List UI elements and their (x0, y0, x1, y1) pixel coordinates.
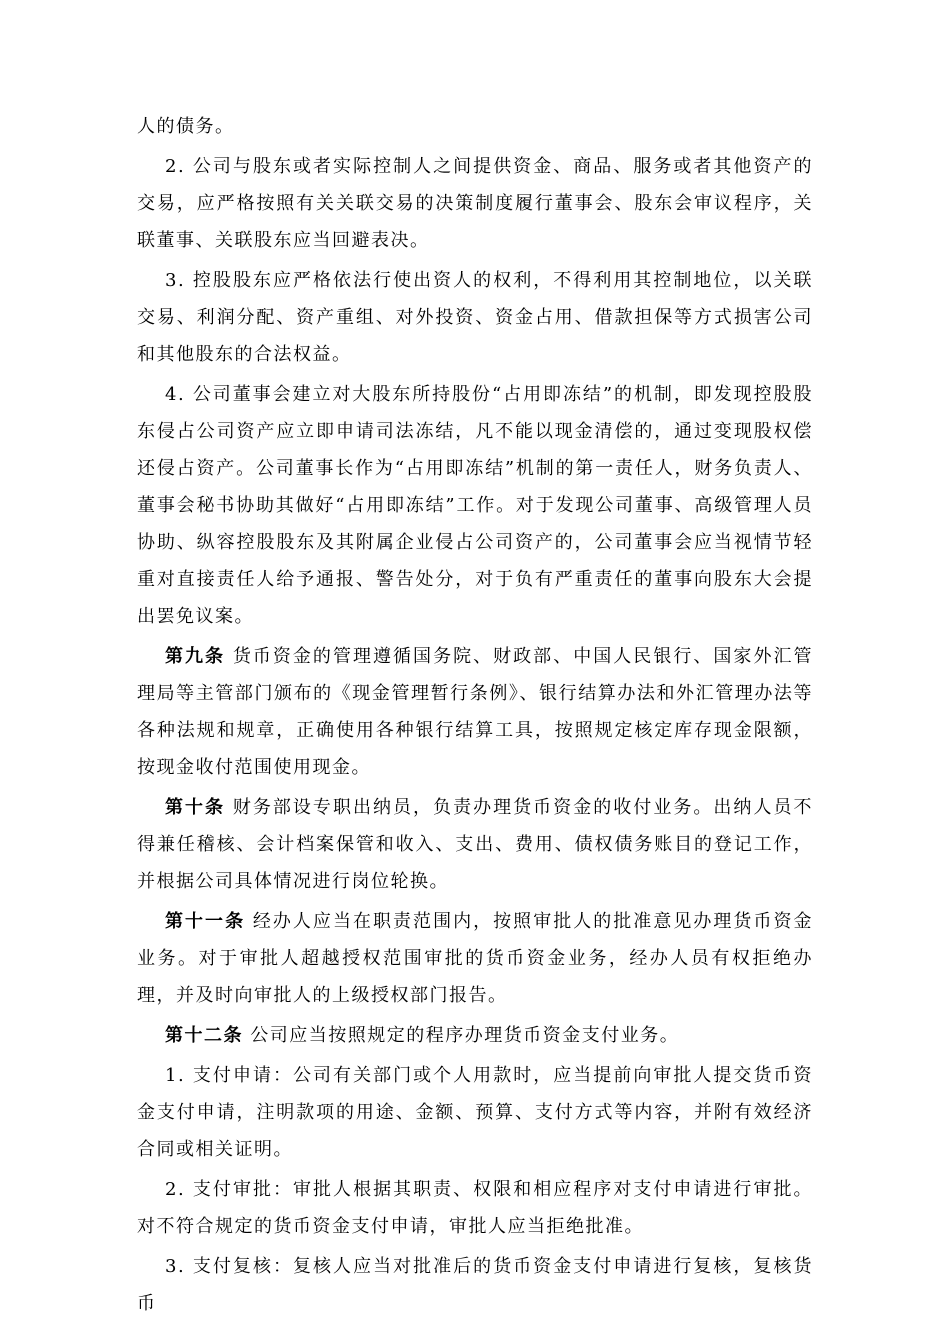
article-heading: 第十二条 (165, 1025, 243, 1046)
article-12 (137, 1017, 813, 1054)
paragraph-text: 4. 公司董事会建立对大股东所持股份“占用即冻结”的机制，即发现控股股东侵占公司资产应立即申请司法冻结，凡不能以现金清偿的，通过变现股权偿还侵占资产。公司董事长作为“占用即冻结”机制的第一责任人，财务负责人、董事会秘书协助其做好“占用即冻结”工作。对于发现公司董事、高级管理人员协助、纵容控股股东及其附属企业侵占公司资产的，公司董事会应当视情节轻重对直接责任人给予通报、警告处分，对于负有严重责任的董事向股东大会提出罢免议案。 (137, 384, 813, 627)
paragraph-item-2 (137, 148, 813, 259)
paragraph-text: 3. 支付复核：复核人应当对批准后的货币资金支付申请进行复核，复核货币 (137, 1256, 813, 1314)
document-body (137, 108, 813, 1322)
paragraph-continuation (137, 108, 813, 145)
article-text: 货币资金的管理遵循国务院、财政部、中国人民银行、国家外汇管理局等主管部门颁布的《现金管理暂行条例》、银行结算办法和外汇管理办法等各种法规和规章，正确使用各种银行结算工具，按照规定核定库存现金限额，按现金收付范围使用现金。 (137, 646, 813, 778)
article-text: 经办人应当在职责范围内，按照审批人的批准意见办理货币资金业务。对于审批人超越授权范围审批的货币资金业务，经办人员有权拒绝办理，并及时向审批人的上级授权部门报告。 (137, 911, 814, 1006)
paragraph-text: 1. 支付申请：公司有关部门或个人用款时，应当提前向审批人提交货币资金支付申请，注明款项的用途、金额、预算、支付方式等内容，并附有效经济合同或相关证明。 (137, 1065, 813, 1160)
article-text: 财务部设专职出纳员，负责办理货币资金的收付业务。出纳人员不得兼任稽核、会计档案保管和收入、支出、费用、债权债务账目的登记工作，并根据公司具体情况进行岗位轮换。 (137, 797, 813, 892)
article-heading: 第十一条 (165, 911, 246, 932)
article-11 (137, 903, 813, 1014)
paragraph-payment-application (137, 1057, 813, 1168)
paragraph-item-3 (137, 262, 813, 373)
paragraph-text: 2. 公司与股东或者实际控制人之间提供资金、商品、服务或者其他资产的交易，应严格按照有关关联交易的决策制度履行董事会、股东会审议程序，关联董事、关联股东应当回避表决。 (137, 156, 813, 251)
paragraph-text: 人的债务。 (137, 116, 235, 137)
paragraph-item-4 (137, 376, 813, 635)
article-9 (137, 638, 813, 786)
article-10 (137, 789, 813, 900)
article-heading: 第九条 (165, 646, 226, 667)
paragraph-text: 3. 控股股东应严格依法行使出资人的权利，不得利用其控制地位，以关联交易、利润分配、资产重组、对外投资、资金占用、借款担保等方式损害公司和其他股东的合法权益。 (137, 270, 813, 365)
article-heading: 第十条 (165, 797, 226, 818)
paragraph-payment-approval (137, 1171, 813, 1245)
paragraph-payment-review (137, 1248, 813, 1322)
article-text: 公司应当按照规定的程序办理货币资金支付业务。 (250, 1025, 680, 1046)
paragraph-text: 2. 支付审批：审批人根据其职责、权限和相应程序对支付申请进行审批。对不符合规定的货币资金支付申请，审批人应当拒绝批准。 (137, 1179, 813, 1237)
